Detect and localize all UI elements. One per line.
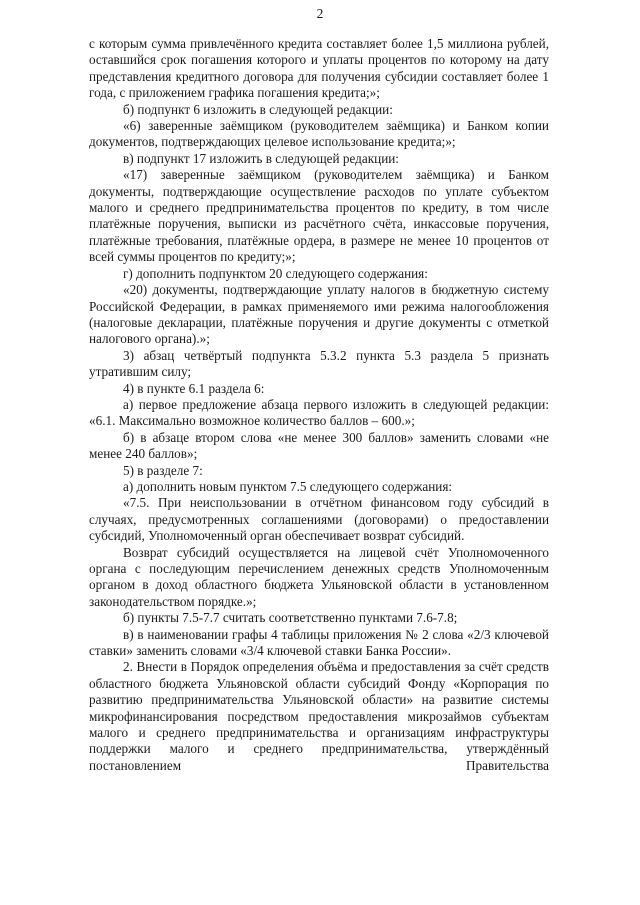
paragraph: б) подпункт 6 изложить в следующей редакции: <box>123 101 393 117</box>
paragraph: 3) абзац четвёртый подпункта 5.3.2 пункта 5.3 раздела 5 признать утратившим силу; <box>89 347 549 380</box>
paragraph: 5) в разделе 7: <box>123 462 203 478</box>
paragraph: б) в абзаце втором слова «не менее 300 баллов» заменить словами «не менее 240 баллов»; <box>89 429 549 462</box>
page-number: 2 <box>316 6 324 21</box>
paragraph: в) подпункт 17 изложить в следующей редакции: <box>123 150 399 166</box>
paragraph: «7.5. При неиспользовании в отчётном финансовом году субсидий в случаях, предусмотренных соглашениями (договорами) о предоставлении субсидий, Уполномоченный орган обеспечивает возврат субсидий. <box>89 495 549 544</box>
paragraph: а) первое предложение абзаца первого изложить в следующей редакции: «6.1. Максимально возможное количество баллов – 600.»; <box>89 396 549 429</box>
document-body <box>89 36 549 774</box>
paragraph: с которым сумма привлечённого кредита составляет более 1,5 миллиона рублей, оставшийся срок погашения которого и уплаты процентов по которому на дату представления кредитного договора для получения субсидии составляет более 1 года, с приложением графика погашения кредита;»; <box>89 36 549 101</box>
paragraph: б) пункты 7.5-7.7 считать соответственно пунктами 7.6-7.8; <box>123 610 458 626</box>
paragraph: г) дополнить подпунктом 20 следующего содержания: <box>123 265 428 281</box>
paragraph: в) в наименовании графы 4 таблицы приложения № 2 слова «2/3 ключевой ставки» заменить словами «3/4 ключевой ставки Банка России». <box>89 626 549 659</box>
paragraph: 4) в пункте 6.1 раздела 6: <box>123 380 265 396</box>
paragraph: «20) документы, подтверждающие уплату налогов в бюджетную систему Российской Федерации, в рамках применяемого ими режима налогообложения (налоговые декларации, платёжные поручения и другие документы с отметкой налогового органа).»; <box>89 282 549 347</box>
paragraph: «6) заверенные заёмщиком (руководителем заёмщика) и Банком копии документов, подтверждающих целевое использование кредита;»; <box>89 118 549 150</box>
paragraph: 2. Внести в Порядок определения объёма и предоставления за счёт средств областного бюджета Ульяновской области субсидий Фонду «Корпорация по развитию предпринимательства Ульяновской области» на развитие системы микрофинансирования посредством предоставления микрозаймов субъектам малого и среднего предпринимательства и организациям инфраструктуры поддержки малого и среднего предпринимательства, утверждённый постановлением Правительства <box>89 659 549 773</box>
paragraph: Возврат субсидий осуществляется на лицевой счёт Уполномоченного органа с последующим перечислением денежных средств Уполномоченным органом в доход областного бюджета Ульяновской области в установленном законодательством порядке.»; <box>89 544 549 609</box>
paragraph: а) дополнить новым пунктом 7.5 следующего содержания: <box>123 478 453 494</box>
paragraph: «17) заверенные заёмщиком (руководителем заёмщика) и Банком документы, подтверждающие осуществление расходов по уплате субъектом малого и среднего предпринимательства процентов по кредиту, в том числе платёжные поручения, выписки из расчётного счёта, инкассовые поручения, платёжные требования, платёжные ордера, в размере не менее 10 процентов от всей суммы процентов по кредиту;»; <box>89 167 549 265</box>
